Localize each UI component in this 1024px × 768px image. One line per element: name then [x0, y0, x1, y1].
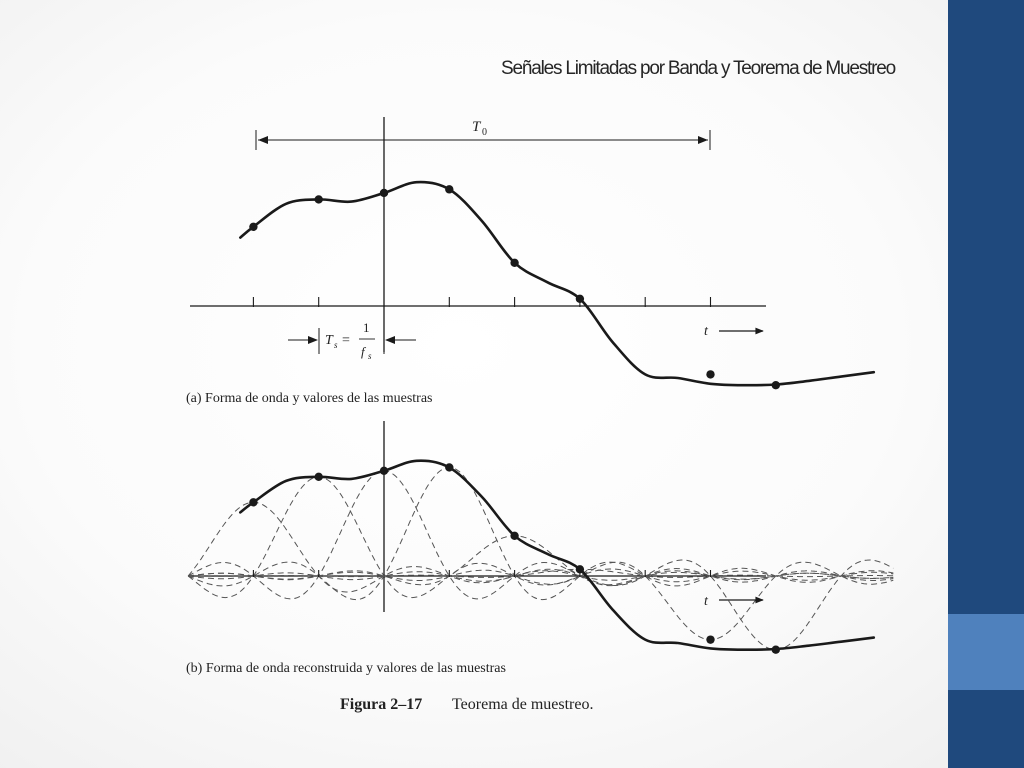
period-subscript: 0 — [482, 127, 487, 138]
period-label: T — [472, 119, 481, 135]
sample-point-a-0 — [249, 223, 257, 231]
sample-interval-dimension — [288, 320, 416, 361]
panel-b — [186, 421, 893, 676]
sample-point-b-3 — [445, 463, 453, 471]
fraction-denominator: f — [361, 344, 365, 359]
sample-point-a-7 — [772, 381, 780, 389]
sidebar-block-dark-bottom — [948, 690, 1024, 768]
equals-sign: = — [342, 333, 350, 348]
sinc-pulse-4 — [188, 536, 893, 585]
sample-point-b-7 — [772, 646, 780, 654]
sample-interval-subscript: s — [334, 340, 338, 350]
fraction-denominator-subscript: s — [368, 351, 372, 361]
slide-title: Señales Limitadas por Banda y Teorema de Muestreo — [501, 58, 895, 79]
sinc-pulse-3 — [188, 468, 893, 600]
sample-point-a-3 — [445, 185, 453, 193]
period-dimension — [256, 119, 710, 150]
sample-point-a-1 — [315, 195, 323, 203]
sample-point-b-6 — [706, 635, 714, 643]
sinc-pulse-1 — [188, 477, 893, 598]
panel-b-caption: (b) Forma de onda reconstruida y valores de las muestras — [186, 661, 506, 676]
sample-point-b-5 — [576, 565, 584, 573]
sidebar-block-dark — [948, 0, 1024, 614]
sidebar-decoration — [948, 0, 1024, 768]
sinc-pulse-6 — [188, 562, 893, 639]
sinc-pulse-7 — [188, 560, 893, 650]
panel-a-caption: (a) Forma de onda y valores de las muestras — [186, 391, 433, 406]
panel-b-samples — [249, 463, 780, 654]
panel-a-samples — [249, 185, 780, 389]
panel-a — [186, 117, 874, 406]
figure-caption-label: Figura 2–17 — [340, 696, 423, 713]
sample-point-b-2 — [380, 467, 388, 475]
sample-point-b-0 — [249, 498, 257, 506]
panel-a-time-label — [704, 324, 763, 339]
figure-caption-text: Teorema de muestreo. — [452, 696, 594, 713]
sample-point-a-5 — [576, 295, 584, 303]
sample-interval-label: T — [325, 333, 333, 348]
time-label-b: t — [704, 594, 708, 609]
sinc-pulse-2 — [188, 471, 893, 599]
sample-point-b-4 — [510, 532, 518, 540]
panel-b-sinc-pulses — [188, 468, 893, 650]
fraction-numerator: 1 — [363, 320, 370, 335]
sample-point-a-6 — [706, 370, 714, 378]
sample-point-b-1 — [315, 473, 323, 481]
sidebar-block-light — [948, 614, 1024, 690]
panel-a-waveform — [240, 182, 874, 385]
sample-point-a-2 — [380, 189, 388, 197]
panel-b-reconstructed-waveform — [240, 461, 874, 650]
time-label-a: t — [704, 324, 708, 339]
sample-point-a-4 — [510, 259, 518, 267]
